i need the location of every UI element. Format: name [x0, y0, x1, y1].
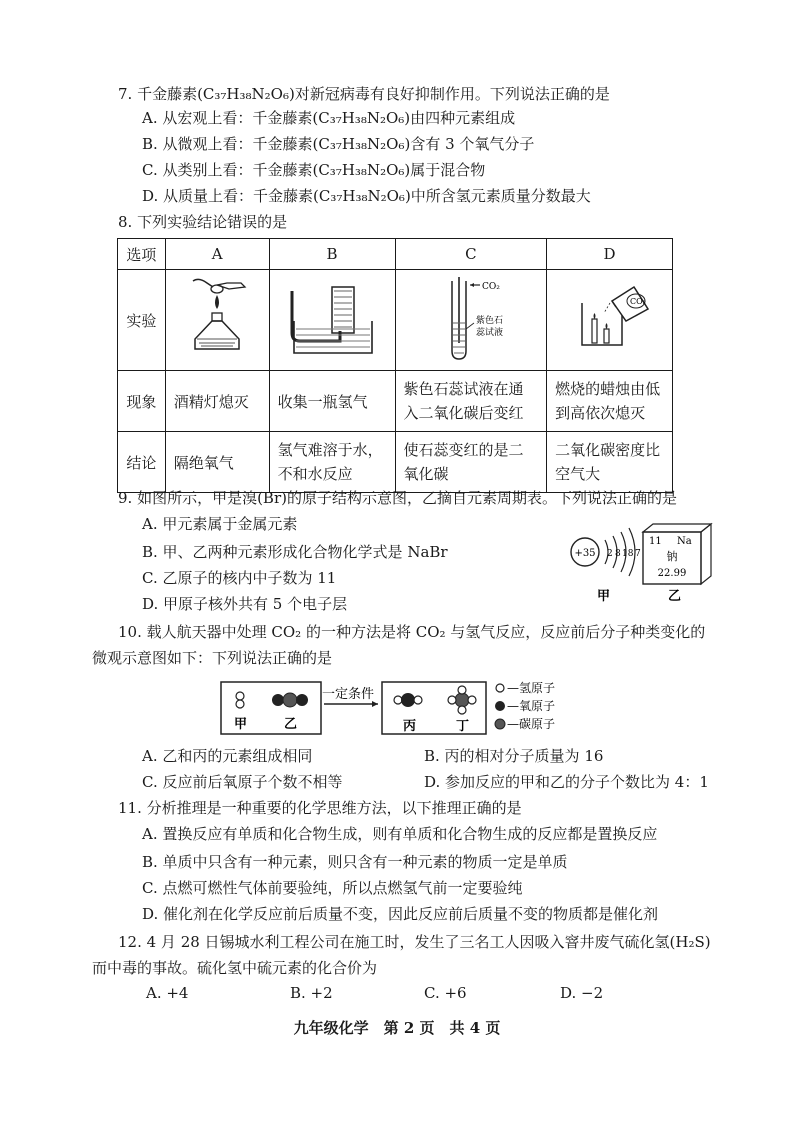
litmus-label-1: 紫色石 — [475, 316, 503, 326]
q11-option-b: B. 单质中只含有一种元素，则只含有一种元素的物质一定是单质 — [142, 853, 568, 871]
gas-collection-figure — [282, 273, 382, 363]
experiment-c-figure — [395, 270, 547, 371]
table-head-option: 选项 — [118, 239, 166, 270]
experiment-table — [117, 238, 673, 493]
q12-option-a: A. +4 — [146, 984, 189, 1002]
q9-stem: 9. 如图所示，甲是溴(Br)的原子结构示意图，乙摘自元素周期表。下列说法正确的是 — [118, 489, 677, 507]
table-head-b: B — [269, 239, 395, 270]
element-number: 11 — [649, 536, 662, 547]
q7-option-d: D. 从质量上看：千金藤素(C₃₇H₃₈N₂O₆)中所含氢元素质量分数最大 — [142, 187, 591, 205]
co2-label-c: CO₂ — [481, 282, 500, 292]
legend-hydrogen: —氢原子 — [507, 681, 556, 695]
q12-option-c: C. +6 — [424, 984, 467, 1002]
label-yi-2: 乙 — [284, 717, 298, 732]
reaction-condition: 一定条件 — [321, 687, 375, 702]
q12-stem-1: 12. 4 月 28 日锡城水利工程公司在施工时，发生了三名工人因吸入窨井废气硫化氢(H₂S) — [118, 933, 711, 951]
shell-1: 2 — [607, 549, 613, 559]
q10-option-d: D. 参加反应的甲和乙的分子个数比为 4：1 — [424, 773, 709, 791]
bromine-sodium-figure — [565, 512, 715, 606]
q12-option-b: B. +2 — [290, 984, 333, 1002]
label-jia-2: 甲 — [234, 717, 248, 732]
phenomenon-b: 收集一瓶氢气 — [269, 371, 395, 432]
label-bing: 丙 — [403, 719, 417, 734]
row-label-experiment: 实验 — [118, 270, 166, 371]
page-footer: 九年级化学 第 2 页 共 4 页 — [293, 1019, 501, 1037]
alcohol-lamp-figure — [177, 273, 257, 363]
litmus-tube-figure — [416, 273, 526, 363]
legend-carbon: —碳原子 — [507, 717, 556, 731]
q12-option-d: D. −2 — [560, 984, 604, 1002]
q7-option-b: B. 从微观上看：千金藤素(C₃₇H₃₈N₂O₆)含有 3 个氧气分子 — [142, 135, 535, 153]
row-label-conclusion: 结论 — [118, 432, 166, 493]
conclusion-d: 二氧化碳密度比空气大 — [547, 432, 673, 493]
table-head-c: C — [395, 239, 547, 270]
experiment-d-figure — [547, 270, 673, 371]
candle-co2-figure — [560, 273, 660, 363]
q11-option-d: D. 催化剂在化学反应前后质量不变，因此反应前后质量不变的物质都是催化剂 — [142, 905, 659, 923]
q10-stem-1: 10. 载人航天器中处理 CO₂ 的一种方法是将 CO₂ 与氢气反应，反应前后分子种类变化的 — [118, 623, 706, 641]
shell-2: 8 — [615, 549, 621, 559]
legend-oxygen: —氧原子 — [507, 699, 556, 713]
q10-stem-2: 微观示意图如下：下列说法正确的是 — [92, 649, 333, 667]
q9-option-c: C. 乙原子的核内中子数为 11 — [142, 569, 337, 587]
experiment-b-figure — [269, 270, 395, 371]
reaction-diagram — [220, 676, 600, 740]
element-mass: 22.99 — [657, 568, 687, 579]
co2-label-d: CO₂ — [629, 297, 646, 306]
table-head-d: D — [547, 239, 673, 270]
q7-option-a: A. 从宏观上看：千金藤素(C₃₇H₃₈N₂O₆)由四种元素组成 — [142, 109, 516, 127]
conclusion-b: 氢气难溶于水，不和水反应 — [269, 432, 395, 493]
q8-stem: 8. 下列实验结论错误的是 — [118, 213, 288, 231]
q10-option-c: C. 反应前后氧原子个数不相等 — [142, 773, 343, 791]
label-yi: 乙 — [668, 589, 682, 604]
phenomenon-d: 燃烧的蜡烛由低到高依次熄灭 — [547, 371, 673, 432]
q12-stem-2: 而中毒的事故。硫化氢中硫元素的化合价为 — [92, 959, 378, 977]
element-name: 钠 — [666, 550, 678, 563]
conclusion-c: 使石蕊变红的是二氧化碳 — [395, 432, 547, 493]
q7-stem: 7. 千金藤素(C₃₇H₃₈N₂O₆)对新冠病毒有良好抑制作用。下列说法正确的是 — [118, 85, 610, 103]
litmus-label-2: 蕊试液 — [475, 328, 503, 338]
row-label-phenomenon: 现象 — [118, 371, 166, 432]
phenomenon-a: 酒精灯熄灭 — [165, 371, 269, 432]
element-symbol: Na — [677, 536, 692, 547]
phenomenon-c: 紫色石蕊试液在通入二氧化碳后变红 — [395, 371, 547, 432]
table-head-a: A — [165, 239, 269, 270]
q9-option-b: B. 甲、乙两种元素形成化合物化学式是 NaBr — [142, 543, 448, 561]
q7-option-c: C. 从类别上看：千金藤素(C₃₇H₃₈N₂O₆)属于混合物 — [142, 161, 486, 179]
shell-4: 7 — [635, 549, 641, 559]
q9-option-d: D. 甲原子核外共有 5 个电子层 — [142, 595, 348, 613]
conclusion-a: 隔绝氧气 — [165, 432, 269, 493]
q10-option-a: A. 乙和丙的元素组成相同 — [142, 747, 313, 765]
q11-option-c: C. 点燃可燃性气体前要验纯，所以点燃氢气前一定要验纯 — [142, 879, 523, 897]
label-jia: 甲 — [597, 589, 611, 604]
q11-stem: 11. 分析推理是一种重要的化学思维方法，以下推理正确的是 — [118, 799, 522, 817]
experiment-a-figure — [165, 270, 269, 371]
nucleus-charge: +35 — [574, 548, 596, 559]
shell-3: 18 — [622, 549, 634, 559]
label-ding: 丁 — [456, 719, 470, 734]
q10-option-b: B. 丙的相对分子质量为 16 — [424, 747, 604, 765]
q9-option-a: A. 甲元素属于金属元素 — [142, 515, 298, 533]
q11-option-a: A. 置换反应有单质和化合物生成，则有单质和化合物生成的反应都是置换反应 — [142, 825, 658, 843]
